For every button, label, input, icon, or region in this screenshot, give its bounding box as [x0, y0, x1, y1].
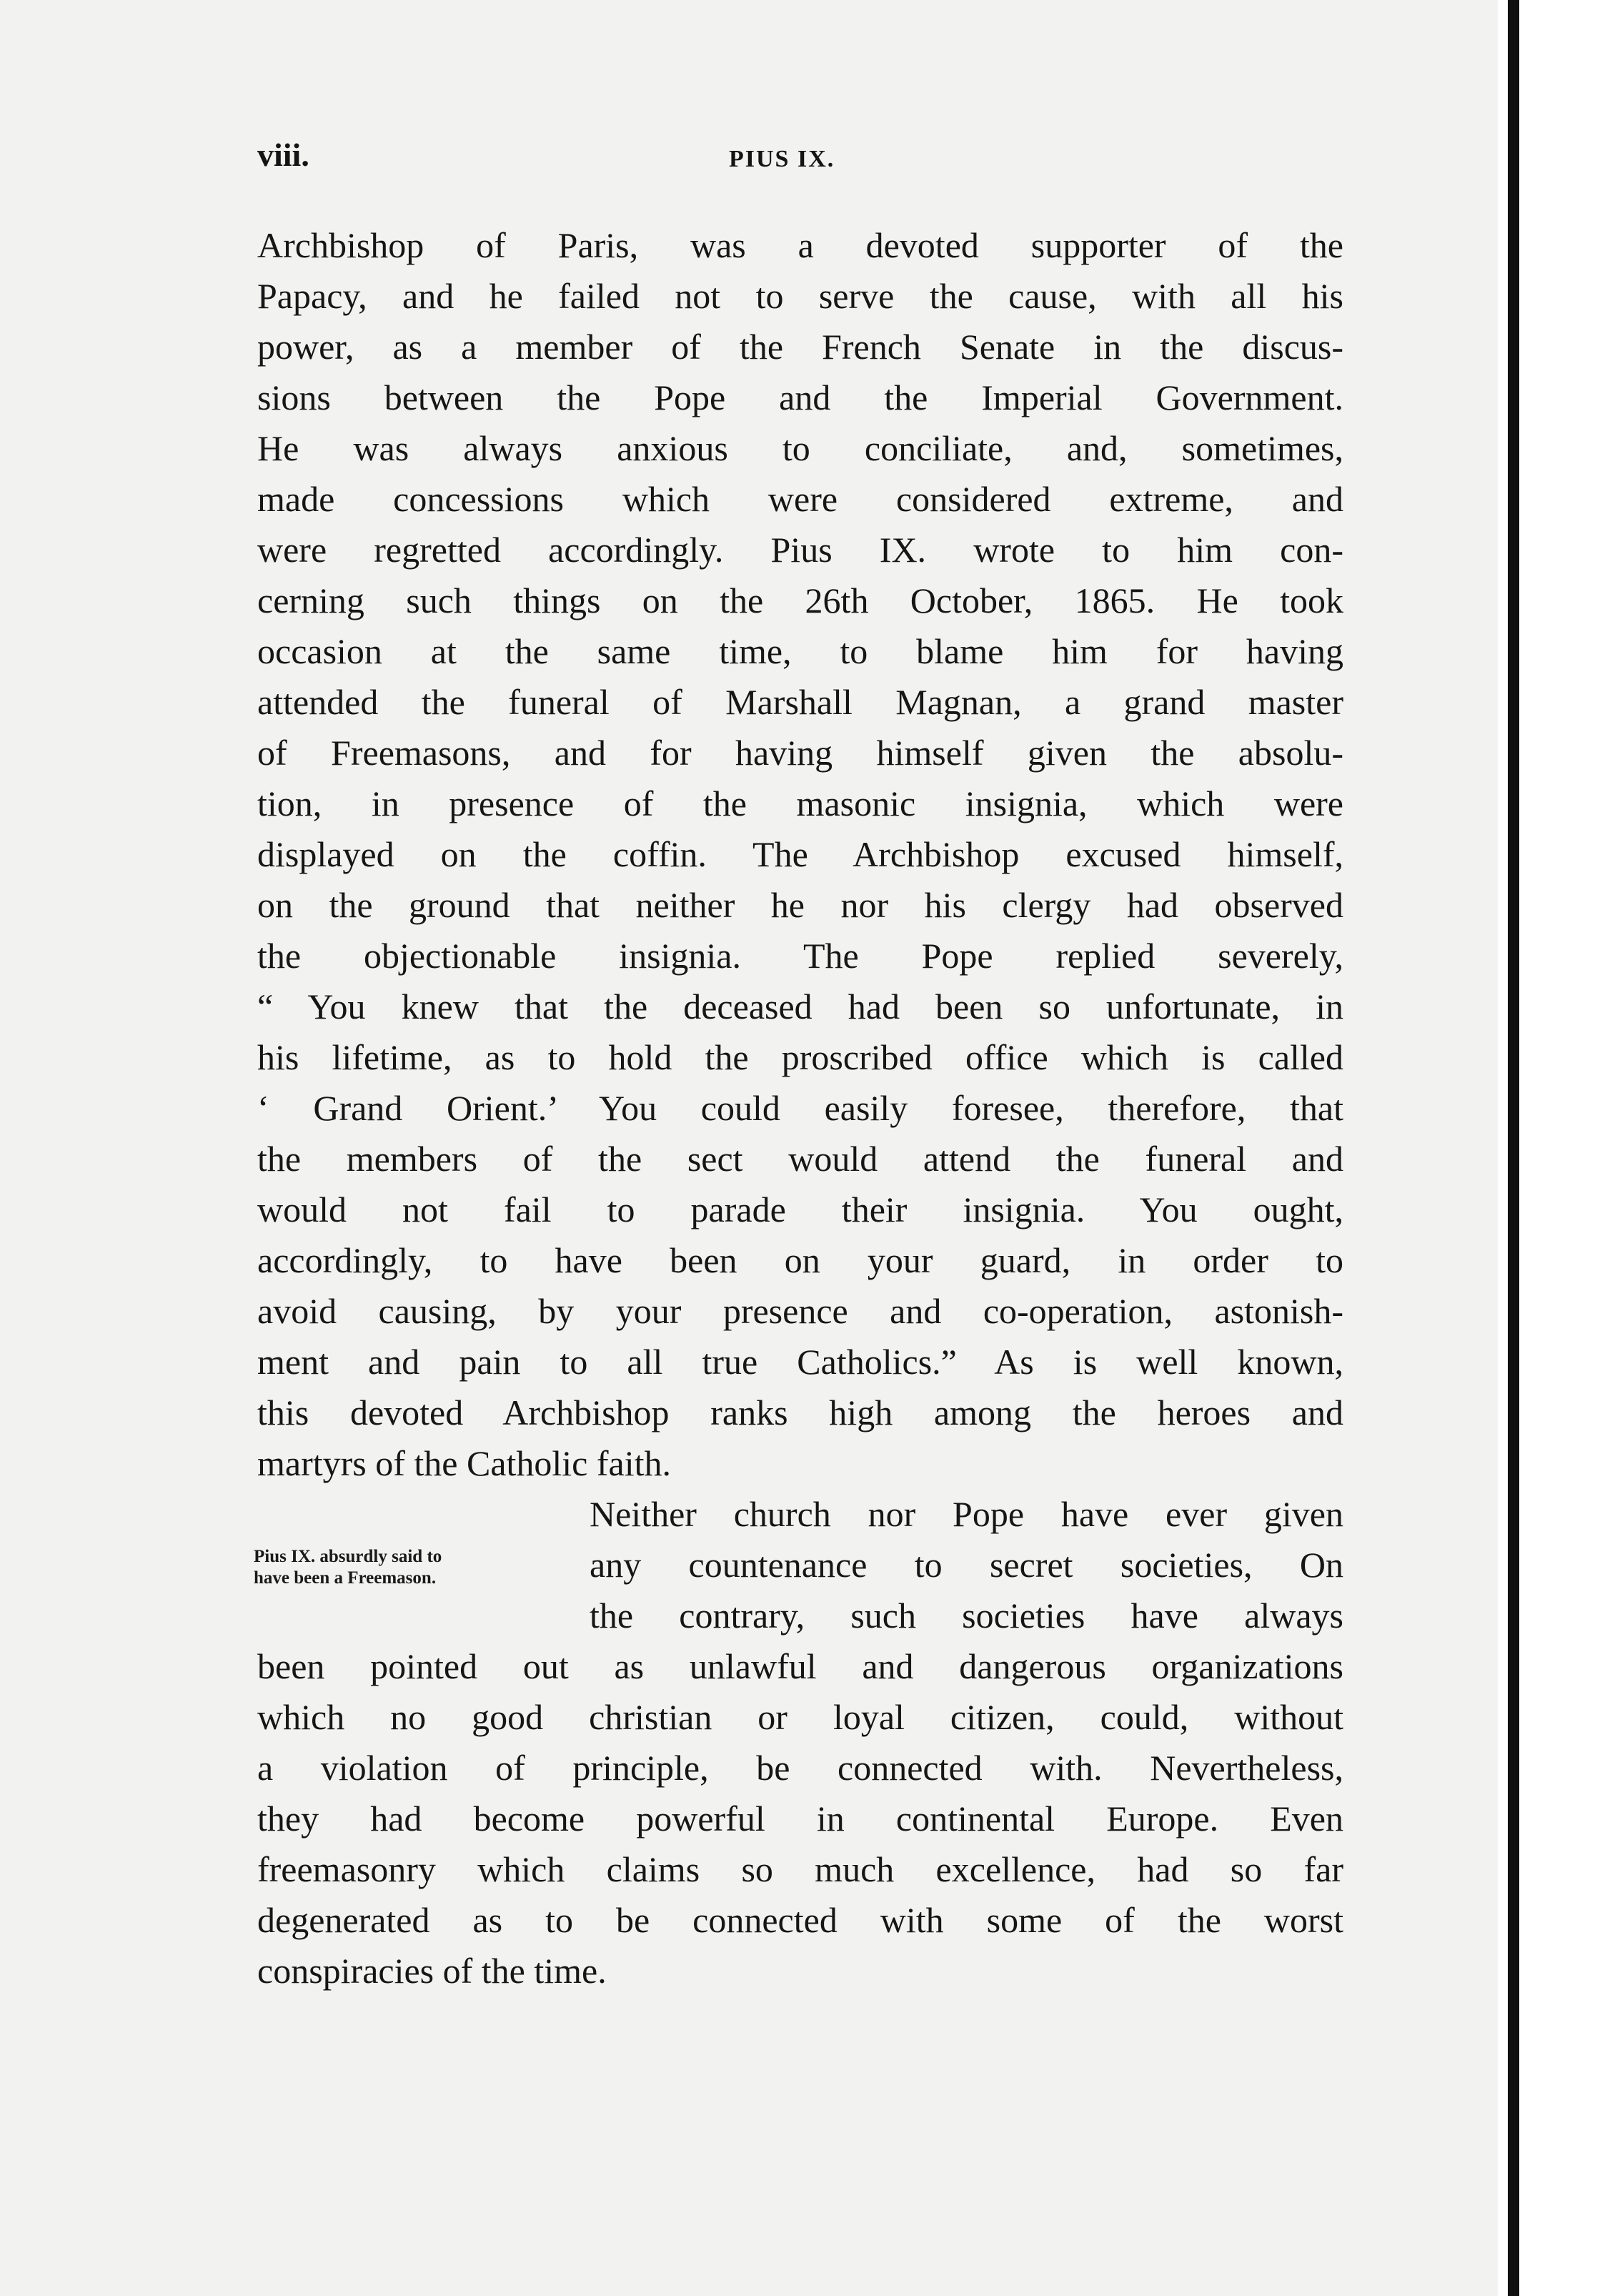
running-head: PIUS IX. [729, 146, 835, 172]
text-line: avoid causing, by your presence and co-operation, astonish- [257, 1291, 1343, 1331]
text-line: tion, in presence of the masonic insignia, which were [257, 783, 1343, 823]
text-line-indented: any countenance to secret societies, On [590, 1545, 1343, 1585]
text-line: He was always anxious to conciliate, and, sometimes, [257, 428, 1343, 468]
text-line: “ You knew that the deceased had been so unfortunate, in [257, 986, 1343, 1026]
text-line: conspiracies of the time. [257, 1951, 607, 1991]
text-line: been pointed out as unlawful and dangerous organizations [257, 1646, 1343, 1686]
text-line: would not fail to parade their insignia. You ought, [257, 1189, 1343, 1229]
text-line: on the ground that neither he nor his clergy had observed [257, 885, 1343, 925]
text-line: martyrs of the Catholic faith. [257, 1443, 672, 1483]
text-line-indented: the contrary, such societies have always [590, 1595, 1343, 1636]
sidenote-line: Pius IX. absurdly said to [254, 1547, 442, 1566]
margin-sidenote [254, 1546, 540, 1589]
text-line: the objectionable insignia. The Pope replied severely, [257, 936, 1343, 976]
page-header [257, 136, 1343, 186]
text-line: power, as a member of the French Senate in the discus- [257, 327, 1343, 367]
binding-shadow-line [1508, 0, 1519, 2296]
text-line-indented: Neither church nor Pope have ever given [590, 1494, 1343, 1534]
text-line: they had become powerful in continental Europe. Even [257, 1798, 1343, 1839]
text-line: of Freemasons, and for having himself given the absolu- [257, 733, 1343, 773]
text-line: this devoted Archbishop ranks high among the heroes and [257, 1392, 1343, 1432]
text-line: Archbishop of Paris, was a devoted supporter of the [257, 225, 1343, 265]
text-line: cerning such things on the 26th October, 1865. He took [257, 580, 1343, 620]
text-line: made concessions which were considered extreme, and [257, 479, 1343, 519]
text-line: attended the funeral of Marshall Magnan, a grand master [257, 682, 1343, 722]
text-line: sions between the Pope and the Imperial Government. [257, 377, 1343, 417]
text-line: a violation of principle, be connected with. Nevertheless, [257, 1748, 1343, 1788]
text-line: ment and pain to all true Catholics.” As is well known, [257, 1342, 1343, 1382]
text-line: his lifetime, as to hold the proscribed office which is called [257, 1037, 1343, 1077]
text-line: the members of the sect would attend the funeral and [257, 1139, 1343, 1179]
text-line: Papacy, and he failed not to serve the cause, with all his [257, 276, 1343, 316]
text-line: occasion at the same time, to blame him for having [257, 631, 1343, 671]
text-line: freemasonry which claims so much excellence, had so far [257, 1849, 1343, 1889]
text-line: degenerated as to be connected with some of the worst [257, 1900, 1343, 1940]
page-number: viii. [257, 137, 309, 173]
text-line: accordingly, to have been on your guard, in order to [257, 1240, 1343, 1280]
text-line: were regretted accordingly. Pius IX. wrote to him con- [257, 530, 1343, 570]
sidenote-line: have been a Freemason. [254, 1568, 437, 1588]
body-text [257, 220, 1343, 1996]
text-line: displayed on the coffin. The Archbishop excused himself, [257, 834, 1343, 874]
text-line: ‘ Grand Orient.’ You could easily foresee, therefore, that [257, 1088, 1343, 1128]
text-line: which no good christian or loyal citizen, could, without [257, 1697, 1343, 1737]
